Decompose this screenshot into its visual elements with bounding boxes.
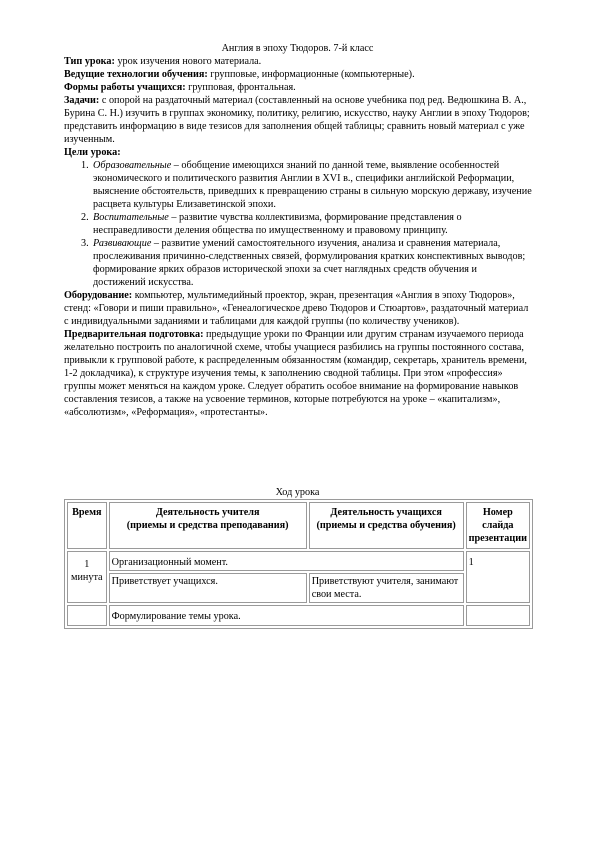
goal-number: 2.	[81, 212, 89, 223]
time-unit: минута	[71, 572, 103, 583]
goal-term: Воспитательные	[93, 212, 169, 223]
technologies-label: Ведущие технологии обучения:	[64, 69, 208, 80]
goals-label: Цели урока:	[64, 147, 121, 158]
technologies-text: групповые, информационные (компьютерные).	[207, 69, 415, 80]
header-teacher-activity	[109, 502, 307, 549]
header-slide-line1: Номер	[482, 507, 513, 518]
lesson-table	[64, 499, 533, 629]
table-row	[67, 551, 530, 571]
preparation-paragraph	[64, 328, 532, 419]
preparation-label: Предварительная подготовка:	[64, 329, 204, 340]
goal-item-upbringing	[64, 211, 532, 237]
table-row	[67, 573, 530, 603]
goal-item-developing	[64, 237, 532, 289]
time-value: 1	[84, 559, 90, 570]
header-slide-line2: слайда	[482, 520, 514, 531]
equipment-text: компьютер, мультимедийный проектор, экран, презентация «Англия в эпоху Тюдоров», стенд: «Говори и пиши правильно», «Генеалогическое древо Тюдоров и Стюартов», раздаточный материал с индивидуальными заданиями и таблицами для каждой группы (по количеству учеников).	[64, 290, 529, 327]
lesson-type-paragraph	[64, 55, 532, 68]
stage-cell: Организационный момент.	[109, 551, 464, 571]
topic-cell: Формулирование темы урока.	[109, 605, 464, 626]
header-teacher-line1: Деятельность учителя	[155, 507, 260, 518]
header-time-label: Время	[72, 507, 102, 518]
tasks-text: с опорой на раздаточный материал (составленный на основе учебника под ред. Ведюшкина В. А., Бурина С. Н.) изучить в группах экономику, политику, религию, искусство, науку Англии в эпоху Тюдоров; представить информацию в виде тезисов для заполнения общей таблицы; сравнить новый материал с уже изученным.	[64, 95, 530, 145]
goals-list	[64, 159, 532, 289]
empty-time-cell	[67, 605, 107, 626]
table-header-row	[67, 502, 530, 549]
equipment-paragraph	[64, 289, 532, 328]
header-slide-number	[466, 502, 530, 549]
time-cell	[67, 551, 107, 603]
lesson-type-text: урок изучения нового материала.	[114, 56, 262, 67]
goal-text: – развитие чувства коллективизма, формирование представления о несправедливости деления общества по имущественному и правовому принципу.	[93, 212, 462, 236]
document-title: Англия в эпоху Тюдоров. 7-й класс	[221, 43, 374, 54]
work-forms-paragraph	[64, 81, 532, 94]
header-time	[67, 502, 107, 549]
goals-heading	[64, 146, 532, 159]
header-teacher-line2: (приемы и средства преподавания)	[126, 520, 289, 531]
students-activity-cell: Приветствуют учителя, занимают свои места.	[309, 573, 464, 603]
goal-number: 1.	[81, 160, 89, 171]
goal-number: 3.	[81, 238, 89, 249]
goal-text: – обобщение имеющихся знаний по данной теме, выявление особенностей экономического и политического развития Англии в XVI в., специфики английской Реформации, выяснение обстоятельств, приведших к превращению страны в сильную морскую державу, изучение расцвета культуры Елизаветинской эпохи.	[93, 160, 532, 210]
tasks-label: Задачи:	[64, 95, 100, 106]
slide-cell: 1	[466, 551, 530, 603]
table-row	[67, 605, 530, 626]
goal-text: – развитие умений самостоятельного изучения, анализа и сравнения материала, прослеживания причинно-следственных связей, формулирования кратких конспективных выводов; формирование ярких образов исторической эпохи за счет наглядных средств обучения и достижений искусства.	[93, 238, 526, 288]
work-forms-text: групповая, фронтальная.	[185, 82, 296, 93]
lesson-type-label: Тип урока:	[64, 56, 115, 67]
goal-item-educational	[64, 159, 532, 211]
lesson-progress-heading: Ход урока	[275, 487, 320, 498]
equipment-label: Оборудование:	[64, 290, 133, 301]
preparation-text: предыдущие уроки по Франции или другим странам изучаемого периода желательно построить по аналогичной схеме, чтобы учащиеся разбились на группы постоянного состава, привыкли к групповой работе, к распределенным обязанностям (командир, секретарь, хранитель времени, 1-2 докладчика), к структуре изучения темы, к заполнению сводной таблицы. При этом «профессия» группы может меняться на каждом уроке. Следует обратить особое внимание на формирование навыков составления тезисов, а также на усвоение терминов, которые потребуются на уроке – «капитализм», «абсолютизм», «Реформация», «протестанты».	[64, 329, 527, 418]
header-slide-line3: презентации	[468, 533, 527, 544]
tasks-paragraph	[64, 94, 532, 146]
empty-slide-cell	[466, 605, 530, 626]
goal-term: Образовательные	[93, 160, 172, 171]
technologies-paragraph	[64, 68, 532, 81]
document-body	[64, 55, 532, 419]
header-students-activity	[309, 502, 464, 549]
header-students-line2: (приемы и средства обучения)	[316, 520, 456, 531]
teacher-activity-cell: Приветствует учащихся.	[109, 573, 307, 603]
goal-term: Развивающие	[93, 238, 152, 249]
header-students-line1: Деятельность учащихся	[330, 507, 442, 518]
work-forms-label: Формы работы учащихся:	[64, 82, 186, 93]
